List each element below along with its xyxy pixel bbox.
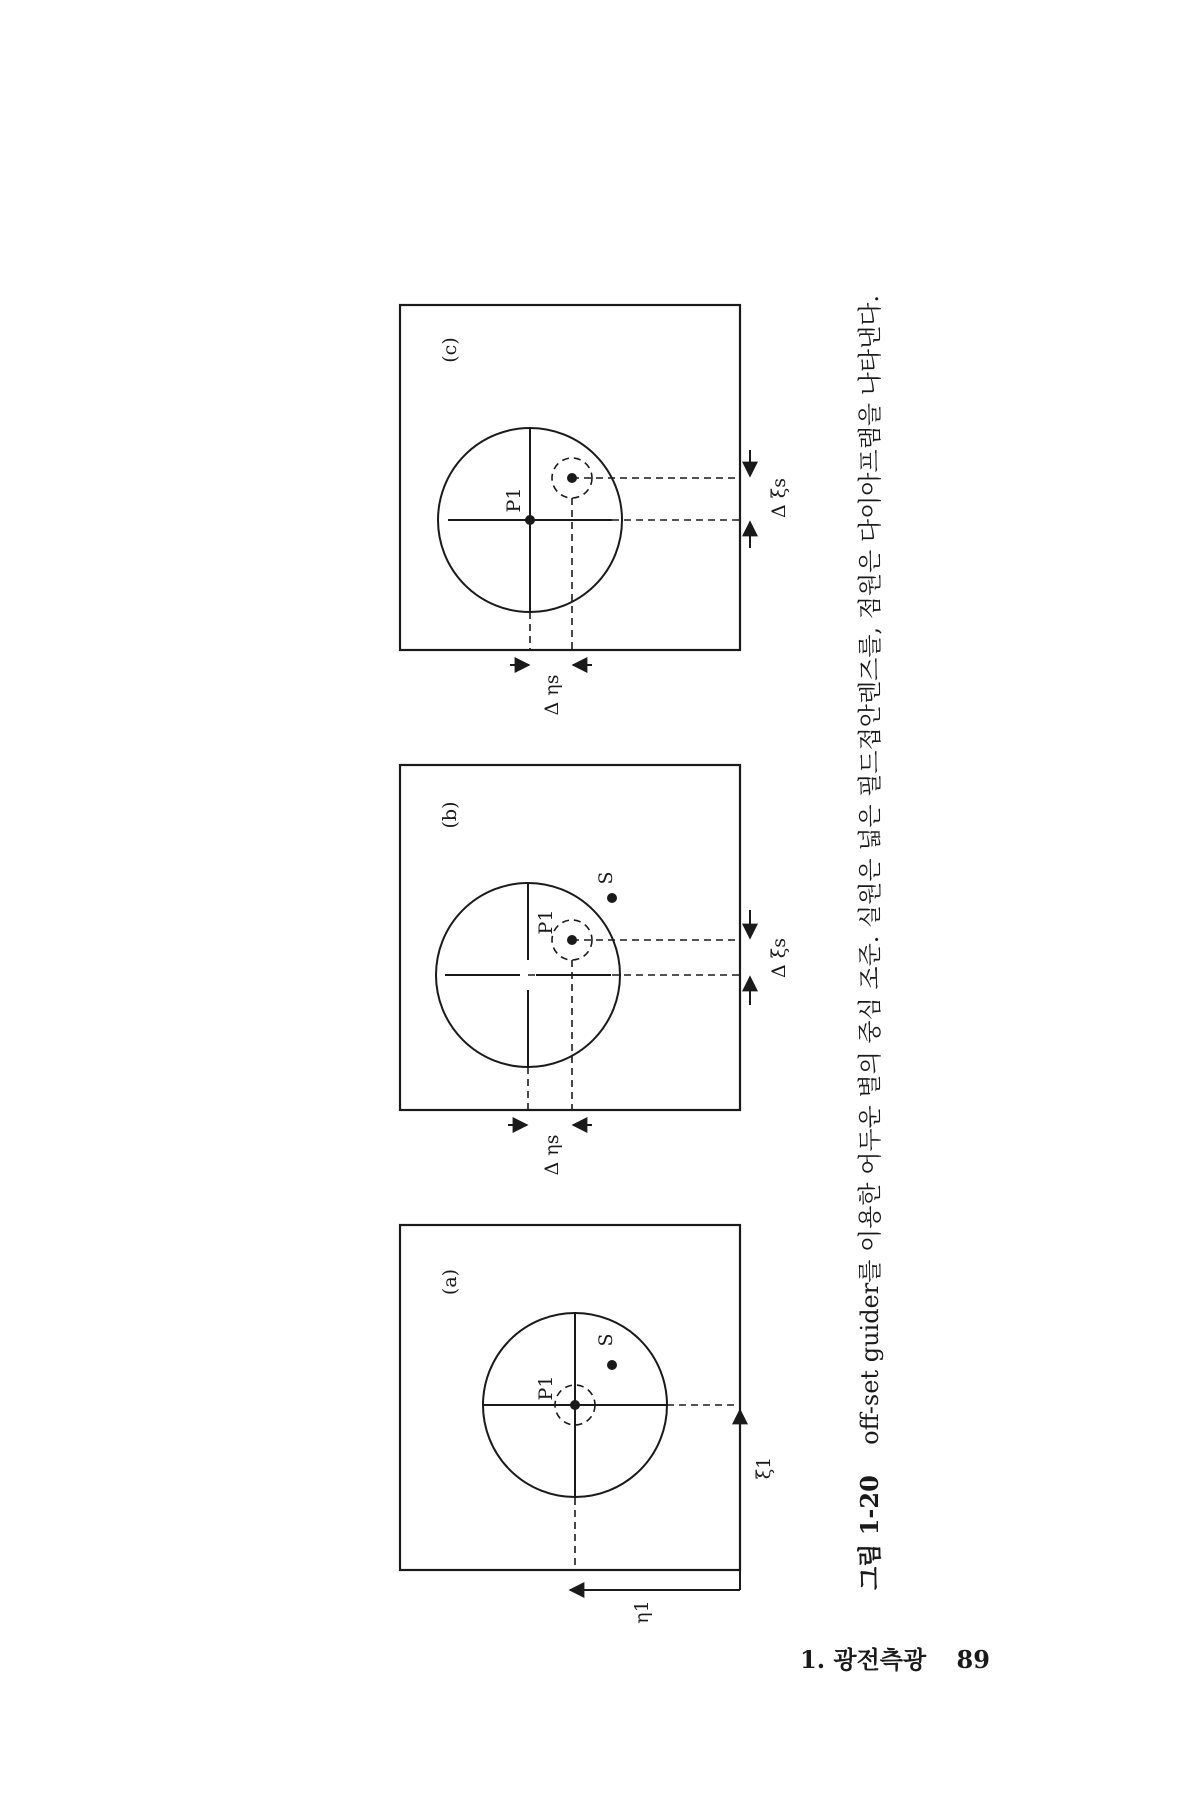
panel-b-delta-xi-label: Δ ξs <box>768 938 790 978</box>
panel-c <box>400 305 790 715</box>
running-footer <box>800 1640 1012 1675</box>
panel-b-delta-eta-label: Δ ηs <box>541 1134 563 1176</box>
panel-a-center-label: P1 <box>535 1375 557 1401</box>
panel-a-star-label: S <box>595 1333 617 1347</box>
panel-a-xi-label: ξ1 <box>753 1456 775 1480</box>
panel-a-eta-label: η1 <box>631 1600 653 1624</box>
panel-a-star-dot <box>607 1360 617 1370</box>
chapter-title: 1. 광전측광 <box>800 1645 927 1674</box>
panel-c-delta-xi-label: Δ ξs <box>768 478 790 518</box>
caption-text: off-set guider를 이용한 어두운 별의 중심 조준. 실원은 넓은 필드접안렌즈를, 점원은 다이아프램을 나타낸다. <box>856 294 884 1445</box>
panel-a-tag: (a) <box>439 1268 461 1296</box>
panel-c-center-label: P1 <box>503 487 525 513</box>
panel-c-tag: (c) <box>439 337 461 363</box>
panel-b-star-label: S <box>595 871 617 885</box>
panel-b <box>400 765 790 1175</box>
panel-c-center-dot <box>525 515 535 525</box>
figure-caption <box>855 295 884 1590</box>
panel-c-delta-eta-label: Δ ηs <box>541 674 563 716</box>
panel-a-center-dot <box>570 1400 580 1410</box>
panel-b-center-label: P1 <box>535 909 557 935</box>
caption-number: 그림 1-20 <box>855 1475 884 1590</box>
panel-a <box>400 1225 775 1624</box>
panel-b-tag: (b) <box>439 801 461 829</box>
page-number: 89 <box>956 1645 990 1674</box>
panel-b-star-dot <box>607 893 617 903</box>
